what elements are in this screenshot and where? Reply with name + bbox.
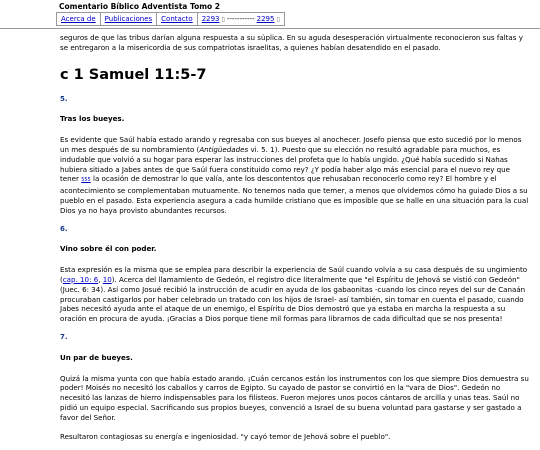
verse-title: c 1 Samuel 11:5-7 — [60, 66, 207, 83]
pager-separator: ----------- — [226, 15, 255, 23]
book-page-icon: ▯ — [221, 15, 225, 23]
header — [0, 0, 540, 29]
nav-contact-link[interactable]: Contacto — [161, 15, 193, 23]
next-page-link[interactable]: 2295 — [256, 15, 275, 23]
verse-lead: Tras los bueyes. — [60, 114, 125, 124]
text-span: , — [98, 274, 103, 284]
commentary-paragraph — [60, 265, 530, 324]
scripture-ref-link[interactable]: cap. 10: 6 — [62, 274, 99, 284]
nav-about[interactable] — [57, 13, 101, 25]
nav-publications-link[interactable]: Publicaciones — [104, 15, 153, 23]
text-span: vi. 5. 1). Puesto que su elección no resultó agradable para muchos, es indudable que volvió a su hogar para esperar las instrucciones del profeta que lo había ungido. ¿Qué había sucedido si Nahas hubiera sitiado a Jabes antes de que Saúl fuera constituido como rey? ¿Y podía haber algo más esencial para el nuevo rey que tener — [60, 144, 511, 184]
page-marker-link[interactable]: 555 — [81, 177, 91, 184]
italic-title: Antigüedades — [199, 144, 249, 154]
text-span: Es evidente que Saúl había estado arando y regresaba con sus bueyes al anochecer. Josefo piensa que esto sucedió por lo menos un mes después de su nombramiento ( — [60, 135, 522, 154]
text-span: ). Acerca del llamamiento de Gedeón, el registro dice literalmente que "el Espíritu de Jehová se vistió con Gedeón" (Juec. 6: 34). Así como Josué recibió la instrucción de acudir en ayuda de los gabaonitas -cuando los cinco reyes del sur de Canaán procuraban castigarlos por haber celebrado un tratado con los hijos de Israel- así también, sin tomar en cuenta el pasado, cuando Jabes necesitó ayuda ante el ataque de un enemigo, el Espíritu de Dios demostró que ya estaba en marcha la respuesta a su oración en procura de ayuda. ¡Gracias a Dios porque tiene mil formas para librarnos de cada dificultad que se nos presenta! — [60, 274, 526, 324]
commentary-content — [60, 33, 530, 450]
verse-lead: Vino sobre él con poder. — [60, 244, 157, 254]
commentary-paragraph: Resultaron contagiosas su energía e ingeniosidad. "y cayó temor de Jehová sobre el pueblo". — [60, 431, 391, 441]
verse-number: 6. — [60, 224, 68, 233]
top-navigation — [56, 12, 285, 26]
book-page-icon: ▯ — [276, 15, 280, 23]
nav-contact[interactable] — [157, 13, 198, 25]
nav-about-link[interactable]: Acerca de — [61, 15, 96, 23]
verse-number: 5. — [60, 94, 68, 103]
book-title: Comentario Bíblico Adventista Tomo 2 — [59, 2, 221, 11]
verse-lead: Un par de bueyes. — [60, 352, 133, 362]
intro-paragraph: seguros de que las tribus darían alguna respuesta a su súplica. En su aguda desesperación virtualmente reconocieron sus faltas y se entregaron a la misericordia de sus compatriotas israelitas, a quienes habían desatendido en el pasado. — [60, 33, 523, 52]
commentary-paragraph: Quizá la misma yunta con que había estado arando. ¡Cuán cercanos están los instrumentos con los que siempre Dios demuestra su poder! Moisés no necesitó los caballos y carros de Egipto. Su cayado de pastor se convirtió en la "vara de Dios". Gedeón no necesitó las lanzas de hierro indispensables para los filisteos. Fueron mejores unos pocos cántaros de arcilla y unas teas. Saúl no pidió un equipo especial. Sacrificando sus propios bueyes, convenció a Israel de su buena voluntad para gastarse y ser gastado a favor del Señor. — [60, 373, 529, 422]
scripture-ref-link[interactable]: 10 — [102, 274, 112, 284]
text-span: la ocasión de demostrar lo que valía, ante los descontentos que rehusaban reconocerlo como rey? El hombre y el acontecimiento se complementaban mutuamente. No tenemos nada que temer, a menos que olvidemos cómo ha guiado Dios a su pueblo en el pasado. Esta experiencia asegura a cada humilde cristiano que es imposible que se halle en una situación para la cual Dios ya no haya provisto abundantes recursos. — [60, 174, 529, 215]
text-span: Esta expresión es la misma que se emplea para describir la experiencia de Saúl cuando volvía a su casa después de su ungimiento ( — [60, 265, 528, 284]
nav-publications[interactable] — [101, 13, 157, 25]
verse-number: 7. — [60, 332, 68, 341]
page-pager — [198, 15, 284, 23]
commentary-paragraph — [60, 135, 530, 215]
prev-page-link[interactable]: 2293 — [201, 15, 220, 23]
